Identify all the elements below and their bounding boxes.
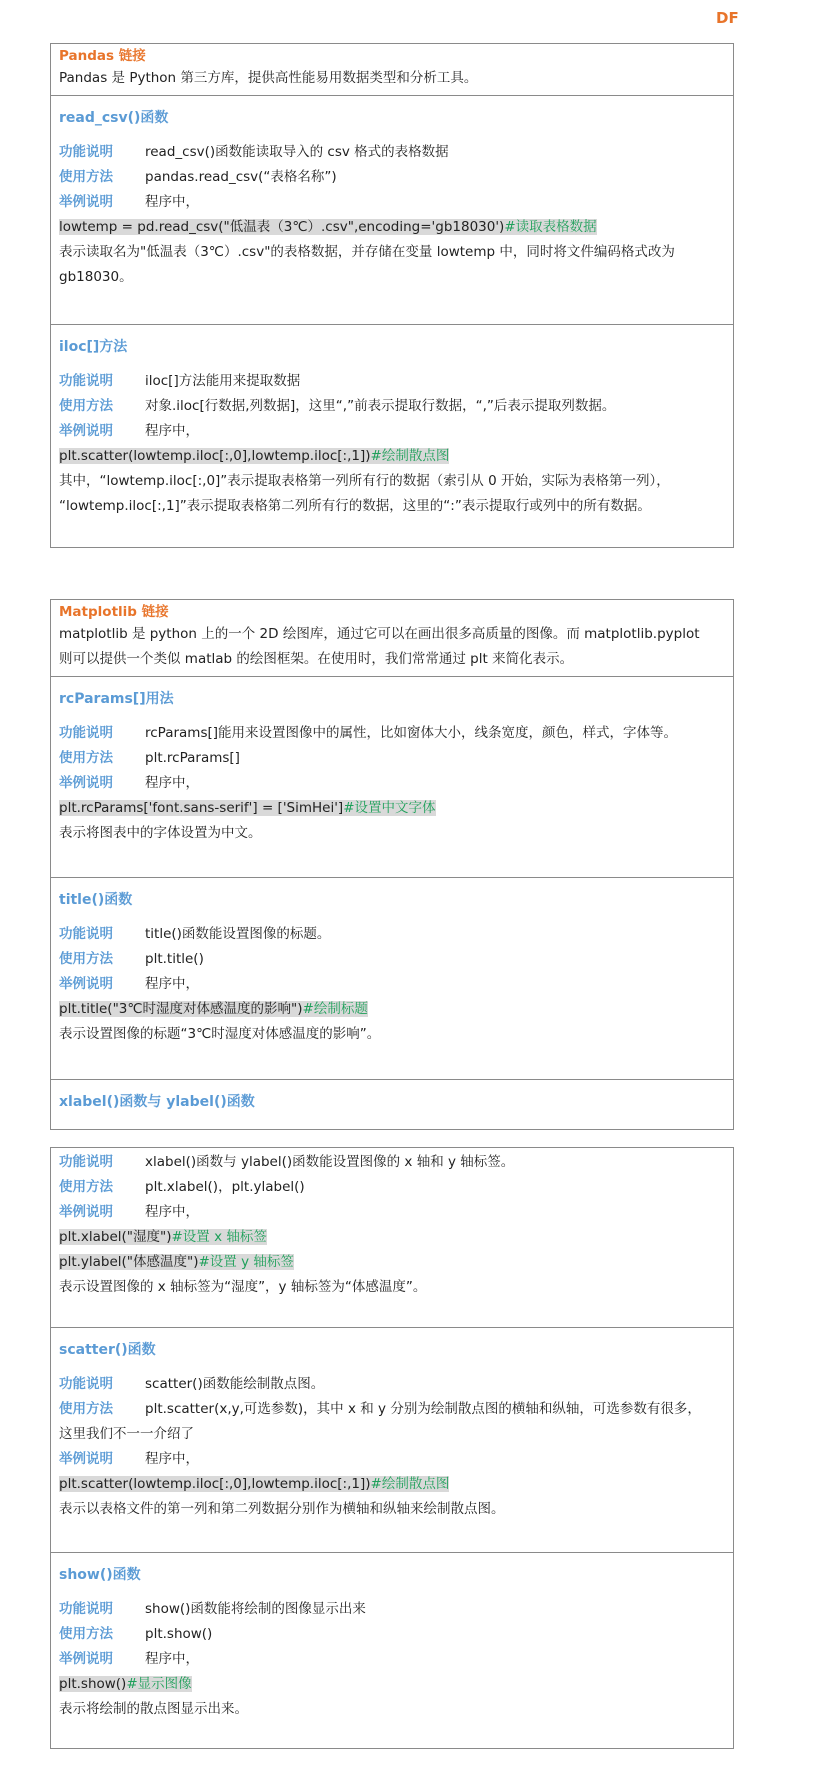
show-code-row (59, 1672, 725, 1697)
example-label: 举例说明 (59, 1204, 113, 1220)
xylabel-example-row (59, 1200, 725, 1225)
iloc-explain-2: “lowtemp.iloc[:,1]”表示提取表格第二列所有行的数据，这里的“:”表示提取行或列中的所有数据。 (59, 498, 651, 514)
func-label: 功能说明 (59, 373, 113, 389)
read-csv-func-row (59, 140, 725, 165)
iloc-func-row (59, 369, 725, 394)
scatter-section (51, 1328, 733, 1553)
iloc-title: iloc[]方法 (59, 339, 128, 355)
rcparams-code-row (59, 796, 725, 821)
iloc-explain-1: 其中，“lowtemp.iloc[:,0]”表示提取表格第一列所有行的数据（索引从 0 开始，实际为表格第一列）， (59, 473, 670, 489)
rcparams-explain: 表示将图表中的字体设置为中文。 (59, 825, 262, 841)
rcparams-func-row (59, 721, 725, 746)
example-label: 举例说明 (59, 423, 113, 439)
code-text: lowtemp = pd.read_csv("低温表（3℃）.csv",encoding='gb18030') (59, 219, 505, 235)
xylabel-example: 程序中， (145, 1204, 199, 1220)
read-csv-example: 程序中， (145, 194, 199, 210)
show-title: show()函数 (59, 1567, 141, 1583)
example-label: 举例说明 (59, 976, 113, 992)
title-fn-usage: plt.title() (145, 951, 204, 967)
func-label: 功能说明 (59, 1601, 113, 1617)
title-fn-example-row (59, 972, 725, 997)
matplotlib-header-text-2: 则可以提供一个类似 matlab 的绘图框架。在使用时，我们常常通过 plt 来简化表示。 (59, 651, 574, 667)
read-csv-func: read_csv()函数能读取导入的 csv 格式的表格数据 (145, 144, 449, 160)
code-comment: #设置 x 轴标签 (171, 1229, 267, 1245)
example-label: 举例说明 (59, 775, 113, 791)
read-csv-example-row (59, 190, 725, 215)
scatter-explain: 表示以表格文件的第一列和第二列数据分别作为横轴和纵轴来绘制散点图。 (59, 1501, 505, 1517)
rcparams-code (59, 800, 436, 816)
read-csv-code (59, 219, 597, 235)
iloc-example-row (59, 419, 725, 444)
continuation-box (50, 1147, 734, 1749)
usage-label: 使用方法 (59, 1626, 113, 1642)
brand-logo: DF (716, 9, 739, 27)
code-text: plt.scatter(lowtemp.iloc[:,0],lowtemp.iloc[:,1]) (59, 1476, 371, 1492)
xylabel-usage: plt.xlabel()，plt.ylabel() (145, 1179, 305, 1195)
pandas-header (51, 44, 733, 96)
scatter-func-row (59, 1372, 725, 1397)
show-usage: plt.show() (145, 1626, 213, 1642)
scatter-example-row (59, 1447, 725, 1472)
iloc-section (51, 325, 733, 519)
xylabel-func: xlabel()函数与 ylabel()函数能设置图像的 x 轴和 y 轴标签。 (145, 1154, 515, 1170)
xylabel-explain: 表示设置图像的 x 轴标签为“湿度”，y 轴标签为“体感温度”。 (59, 1279, 427, 1295)
scatter-usage-row (59, 1397, 725, 1422)
usage-label: 使用方法 (59, 169, 113, 185)
title-fn-func: title()函数能设置图像的标题。 (145, 926, 331, 942)
iloc-func: iloc[]方法能用来提取数据 (145, 373, 301, 389)
pandas-box (50, 43, 734, 548)
iloc-usage-row (59, 394, 725, 419)
usage-label: 使用方法 (59, 1179, 113, 1195)
rcparams-func: rcParams[]能用来设置图像中的属性，比如窗体大小，线条宽度，颜色，样式，字体等。 (145, 725, 678, 741)
example-label: 举例说明 (59, 1651, 113, 1667)
code-text: plt.scatter(lowtemp.iloc[:,0],lowtemp.iloc[:,1]) (59, 448, 371, 464)
title-fn-code (59, 1001, 368, 1017)
title-fn-section (51, 878, 733, 1080)
func-label: 功能说明 (59, 926, 113, 942)
read-csv-section (51, 96, 733, 325)
title-fn-usage-row (59, 947, 725, 972)
show-example-row (59, 1647, 725, 1672)
scatter-code-row (59, 1472, 725, 1497)
usage-label: 使用方法 (59, 1401, 113, 1417)
show-explain: 表示将绘制的散点图显示出来。 (59, 1701, 248, 1717)
matplotlib-header-title: Matplotlib 链接 (59, 604, 169, 620)
scatter-usage: plt.scatter(x,y,可选参数)，其中 x 和 y 分别为绘制散点图的横轴和纵轴，可选参数有很多， (145, 1401, 701, 1417)
scatter-usage-2: 这里我们不一一介绍了 (59, 1426, 194, 1442)
code-comment: #设置中文字体 (343, 800, 436, 816)
usage-label: 使用方法 (59, 951, 113, 967)
code-text: plt.ylabel("体感温度") (59, 1254, 199, 1270)
read-csv-explain-2: gb18030。 (59, 269, 133, 285)
ylabel-code (59, 1254, 294, 1270)
matplotlib-box (50, 599, 734, 1130)
rcparams-example-row (59, 771, 725, 796)
title-fn-example: 程序中， (145, 976, 199, 992)
example-label: 举例说明 (59, 1451, 113, 1467)
code-comment: #设置 y 轴标签 (198, 1254, 294, 1270)
scatter-title: scatter()函数 (59, 1342, 156, 1358)
func-label: 功能说明 (59, 1154, 113, 1170)
read-csv-explain-1: 表示读取名为"低温表（3℃）.csv"的表格数据，并存储在变量 lowtemp 中，同时将文件编码格式改为 (59, 244, 675, 260)
read-csv-usage-row (59, 165, 725, 190)
show-section (51, 1553, 733, 1722)
func-label: 功能说明 (59, 725, 113, 741)
code-comment: #绘制标题 (302, 1001, 368, 1017)
scatter-code (59, 1476, 449, 1492)
title-fn-code-row (59, 997, 725, 1022)
title-fn-title: title()函数 (59, 892, 133, 908)
show-usage-row (59, 1622, 725, 1647)
xylabel-title: xlabel()函数与 ylabel()函数 (59, 1094, 255, 1110)
func-label: 功能说明 (59, 144, 113, 160)
rcparams-usage: plt.rcParams[] (145, 750, 240, 766)
title-fn-explain: 表示设置图像的标题“3℃时湿度对体感温度的影响”。 (59, 1026, 381, 1042)
xylabel-title-section (51, 1080, 733, 1114)
code-text: plt.rcParams['font.sans-serif'] = ['SimHei'] (59, 800, 344, 816)
code-comment: #显示图像 (126, 1676, 192, 1692)
func-label: 功能说明 (59, 1376, 113, 1392)
code-text: plt.title("3℃时湿度对体感温度的影响") (59, 1001, 303, 1017)
code-text: plt.xlabel("湿度") (59, 1229, 172, 1245)
pandas-header-text: Pandas 是 Python 第三方库，提供高性能易用数据类型和分析工具。 (59, 70, 478, 86)
pandas-header-title: Pandas 链接 (59, 48, 146, 64)
show-example: 程序中， (145, 1651, 199, 1667)
title-fn-func-row (59, 922, 725, 947)
code-text: plt.show() (59, 1676, 127, 1692)
xylabel-func-row (59, 1150, 725, 1175)
code-comment: #绘制散点图 (370, 448, 450, 464)
xlabel-code (59, 1229, 267, 1245)
code-comment: #绘制散点图 (370, 1476, 450, 1492)
show-code (59, 1676, 192, 1692)
read-csv-usage: pandas.read_csv(“表格名称”) (145, 169, 337, 185)
iloc-example: 程序中， (145, 423, 199, 439)
xylabel-code-row-2 (59, 1250, 725, 1275)
iloc-code-row (59, 444, 725, 469)
usage-label: 使用方法 (59, 398, 113, 414)
code-comment: #读取表格数据 (504, 219, 597, 235)
matplotlib-header (51, 600, 733, 677)
read-csv-title: read_csv()函数 (59, 110, 169, 126)
rcparams-usage-row (59, 746, 725, 771)
read-csv-code-row (59, 215, 725, 240)
iloc-code (59, 448, 449, 464)
xylabel-section (51, 1148, 733, 1328)
xylabel-usage-row (59, 1175, 725, 1200)
scatter-example: 程序中， (145, 1451, 199, 1467)
rcparams-example: 程序中， (145, 775, 199, 791)
usage-label: 使用方法 (59, 750, 113, 766)
scatter-func: scatter()函数能绘制散点图。 (145, 1376, 325, 1392)
iloc-usage: 对象.iloc[行数据,列数据]，这里“,”前表示提取行数据，“,”后表示提取列数据。 (145, 398, 616, 414)
rcparams-title: rcParams[]用法 (59, 691, 174, 707)
matplotlib-header-text-1: matplotlib 是 python 上的一个 2D 绘图库，通过它可以在画出很多高质量的图像。而 matplotlib.pyplot (59, 626, 700, 642)
example-label: 举例说明 (59, 194, 113, 210)
rcparams-section (51, 677, 733, 878)
show-func-row (59, 1597, 725, 1622)
xylabel-code-row-1 (59, 1225, 725, 1250)
show-func: show()函数能将绘制的图像显示出来 (145, 1601, 366, 1617)
